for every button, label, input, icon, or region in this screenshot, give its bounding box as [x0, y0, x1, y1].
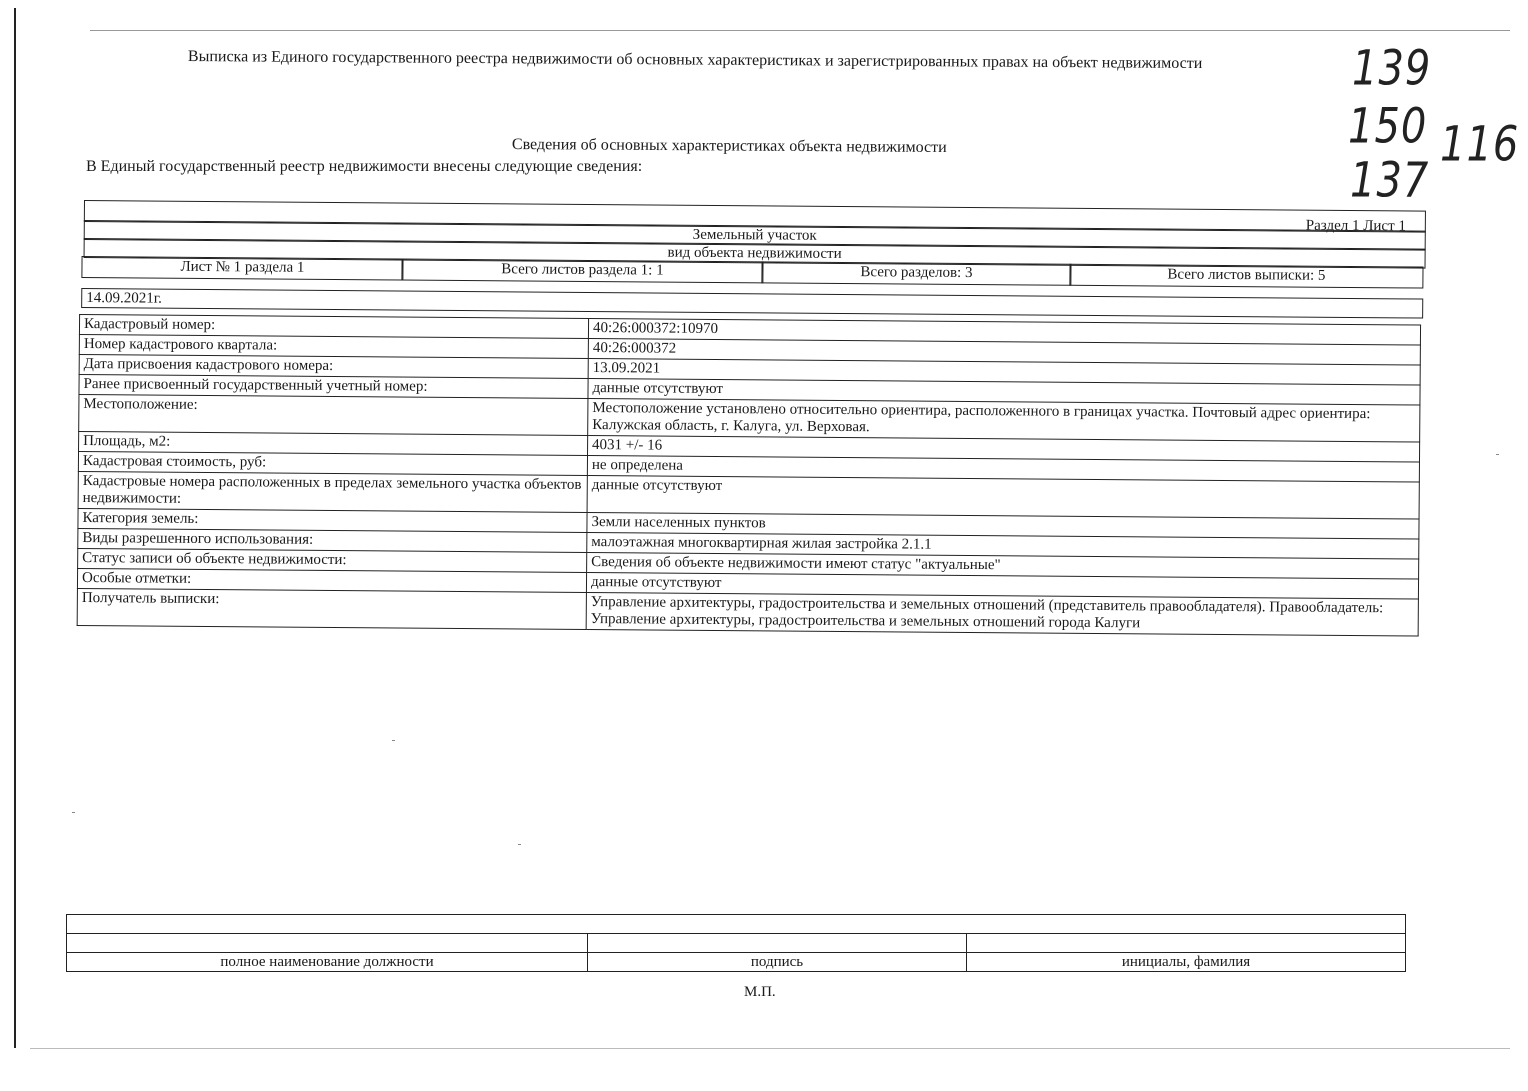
row-label: Кадастровый номер:	[79, 315, 588, 339]
scan-speck	[72, 812, 75, 813]
total-sheets-section: Всего листов раздела 1: 1	[501, 261, 664, 279]
section-reference: Раздел 1 Лист 1	[1305, 217, 1406, 235]
handwritten-note-2: 150	[1348, 99, 1428, 155]
row-value: 40:26:000372	[588, 338, 1420, 365]
row-value: Местоположение установлено относительно ориентира, расположенного в границах участка. Почтовый адрес ориентира: Калужская область, г. Калуга, ул. Верховая.	[588, 398, 1420, 442]
row-value: 4031 +/- 16	[588, 435, 1420, 462]
row-value: Сведения об объекте недвижимости имеют статус "актуальные"	[587, 552, 1419, 579]
signature-blank-cell	[67, 915, 1406, 934]
row-value: данные отсутствуют	[588, 378, 1420, 405]
intro-text: В Единый государственный реестр недвижимости внесены следующие сведения:	[86, 158, 643, 175]
total-sheets-section-cell	[401, 259, 763, 284]
row-label: Площадь, м2:	[79, 431, 588, 455]
total-sections-cell	[761, 261, 1071, 285]
characteristics-table	[77, 314, 1421, 637]
row-value: 13.09.2021	[588, 358, 1420, 385]
row-label: Кадастровые номера расположенных в пределах земельного участка объектов недвижимости:	[78, 471, 587, 512]
row-label: Местоположение:	[79, 394, 588, 435]
signature-captions-row	[67, 953, 1406, 972]
row-value: данные отсутствуют	[587, 475, 1419, 519]
handwritten-note-1: 139	[1352, 41, 1432, 97]
total-sheets-extract-cell	[1069, 264, 1423, 289]
handwritten-note-4: 116	[1440, 117, 1520, 173]
scan-speck	[392, 740, 395, 741]
date-row	[81, 288, 1423, 319]
handwritten-note-3: 137	[1350, 153, 1430, 209]
total-sections: Всего разделов: 3	[860, 264, 973, 282]
row-value: 40:26:000372:10970	[588, 318, 1420, 345]
position-field	[67, 934, 588, 953]
stamp-placeholder: М.П.	[744, 984, 776, 1000]
object-type-value: Земельный участок	[692, 226, 817, 244]
signature-fields-row	[67, 934, 1406, 953]
position-caption: полное наименование должности	[67, 953, 588, 972]
total-sheets-extract: Всего листов выписки: 5	[1167, 266, 1326, 284]
section-title: Сведения об основных характеристиках объекта недвижимости	[511, 136, 947, 157]
signature-caption: подпись	[588, 953, 967, 972]
object-type-caption-text: вид объекта недвижимости	[667, 244, 842, 262]
name-caption: инициалы, фамилия	[967, 953, 1406, 972]
row-label: Ранее присвоенный государственный учетный номер:	[79, 374, 588, 398]
row-label: Особые отметки:	[77, 568, 586, 592]
signature-field	[588, 934, 967, 953]
name-field	[967, 934, 1406, 953]
signature-table	[66, 914, 1406, 972]
row-value: Управление архитектуры, градостроительства и земельных отношений (представитель правообладателя). Правообладатель: Управление архитектуры, градостроительства и земельных отношений города Калуги	[586, 592, 1418, 636]
row-label: Получатель выписки:	[77, 588, 586, 629]
scan-speck	[1496, 454, 1499, 455]
row-label: Кадастровая стоимость, руб:	[78, 451, 587, 475]
document-title: Выписка из Единого государственного реестра недвижимости об основных характеристиках и зарегистрированных правах на объект недвижимости	[187, 48, 1203, 73]
row-label: Номер кадастрового квартала:	[79, 334, 588, 358]
scan-speck	[518, 844, 521, 845]
row-value: данные отсутствуют	[586, 572, 1418, 599]
extract-date: 14.09.2021г.	[86, 290, 163, 307]
row-value: Земли населенных пунктов	[587, 512, 1419, 539]
sheet-number-cell	[81, 256, 403, 281]
sheet-number: Лист № 1 раздела 1	[180, 258, 305, 276]
row-value: не определена	[587, 455, 1419, 482]
row-label: Статус записи об объекте недвижимости:	[78, 548, 587, 572]
row-label: Категория земель:	[78, 508, 587, 532]
signature-blank-row	[67, 915, 1406, 934]
row-value: малоэтажная многоквартирная жилая застройка 2.1.1	[587, 532, 1419, 559]
row-label: Дата присвоения кадастрового номера:	[79, 354, 588, 378]
row-label: Виды разрешенного использования:	[78, 528, 587, 552]
